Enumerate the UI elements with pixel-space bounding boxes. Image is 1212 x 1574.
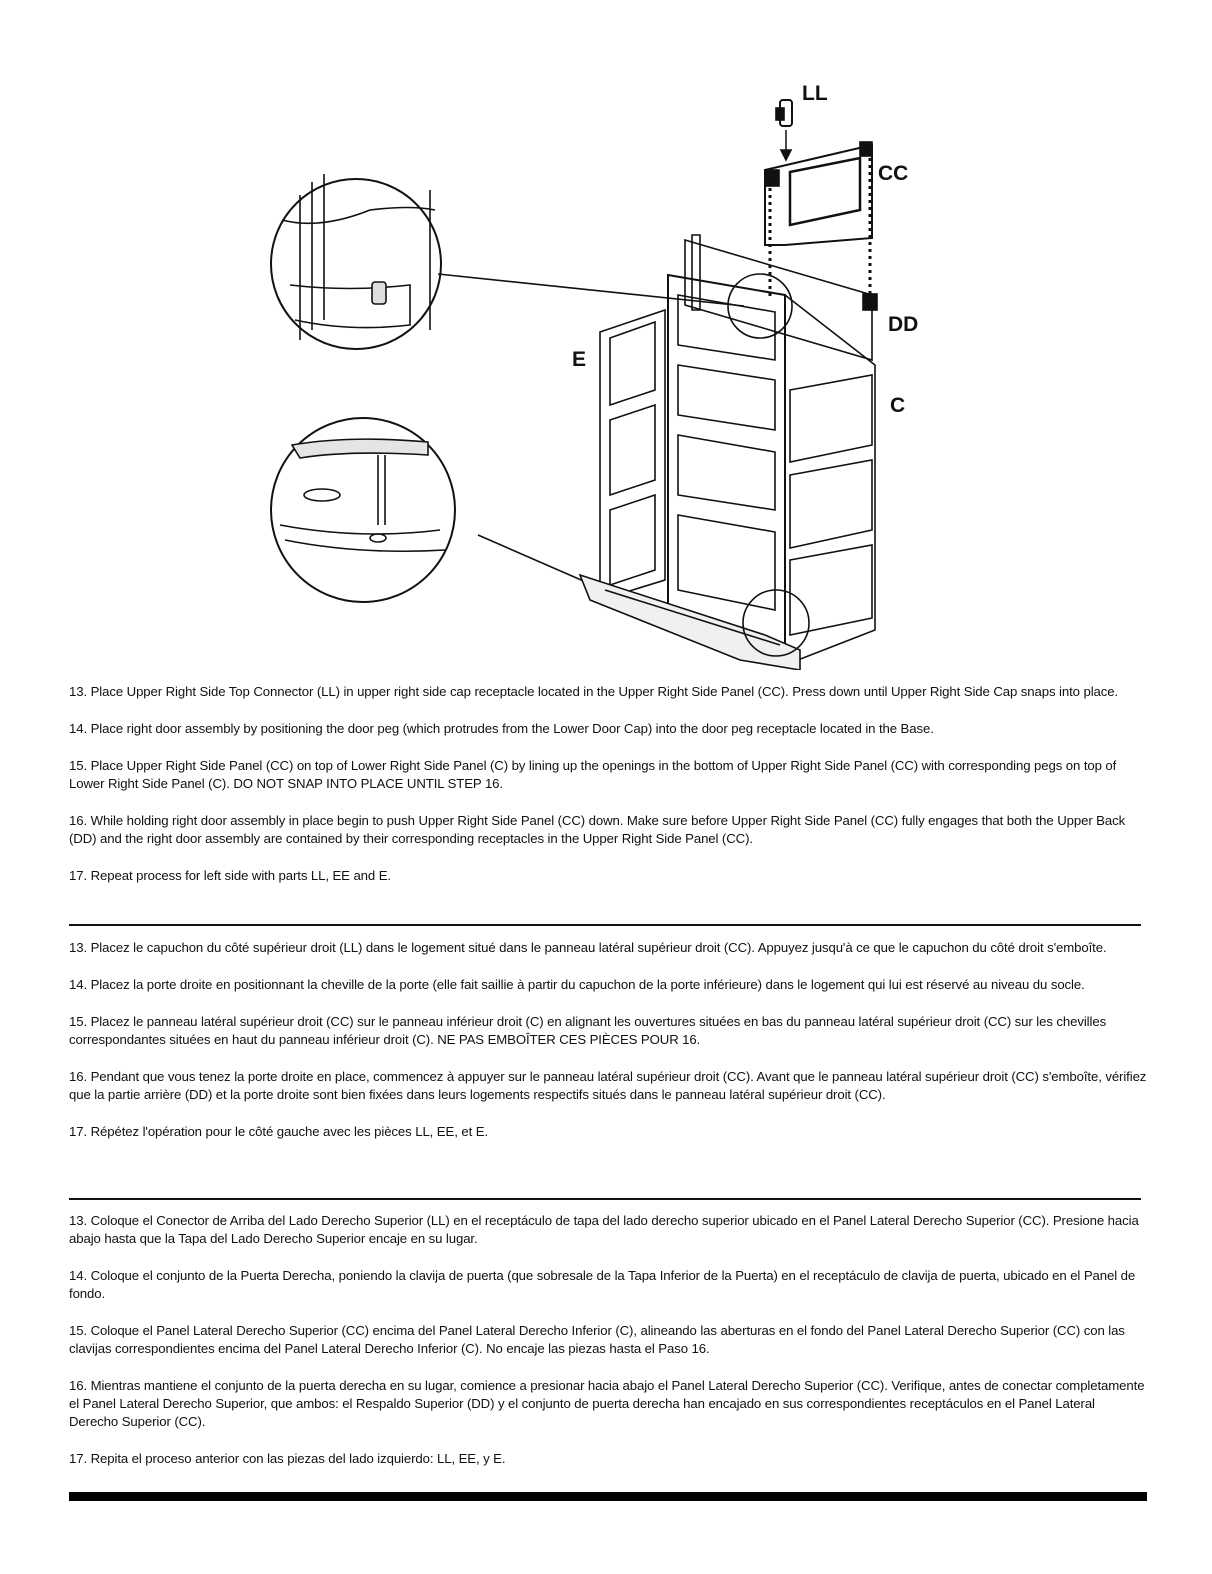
instruction-step: 17. Répétez l'opération pour le côté gauche avec les pièces LL, EE, et E.: [69, 1124, 488, 1139]
detail-circle-bottom: [271, 418, 455, 602]
english-instructions: [69, 683, 1147, 904]
label-e: E: [572, 348, 587, 371]
detail-circle-top: [271, 174, 441, 349]
instruction-step: 15. Placez le panneau latéral supérieur droit (CC) sur le panneau inférieur droit (C) en alignant les ouvertures situées en bas du panneau latéral supérieur droit (CC) sur les chevilles correspondantes situées en haut du panneau inférieur droit (C). NE PAS EMBOÎTER CES PIÈCES POUR 16.: [69, 1014, 1107, 1047]
section-divider: [69, 924, 1141, 926]
upper-right-side-panel: [765, 142, 877, 310]
instruction-step: 15. Place Upper Right Side Panel (CC) on top of Lower Right Side Panel (C) by lining up the openings in the bottom of Upper Right Side Panel (CC) with corresponding pegs on top of Lower Right Side Panel (C). DO NOT SNAP INTO PLACE UNTIL STEP 16.: [69, 758, 1117, 791]
instruction-step: 17. Repita el proceso anterior con las piezas del lado izquierdo: LL, EE, y E.: [69, 1451, 506, 1466]
instruction-step: 14. Place right door assembly by positioning the door peg (which protrudes from the Lower Door Cap) into the door peg receptacle located in the Base.: [69, 721, 934, 736]
instruction-step: 13. Coloque el Conector de Arriba del Lado Derecho Superior (LL) en el receptáculo de tapa del lado derecho superior ubicado en el Panel Lateral Derecho Superior (CC). Presione hacia abajo hasta que la Tapa del Lado Derecho Superior encaje en su lugar.: [69, 1213, 1139, 1246]
footer-bar: [69, 1492, 1147, 1501]
instruction-step: 17. Repeat process for left side with parts LL, EE and E.: [69, 868, 391, 883]
label-cc: CC: [878, 162, 909, 185]
instruction-step: 16. Mientras mantiene el conjunto de la puerta derecha en su lugar, comience a presionar hacia abajo el Panel Lateral Derecho Superior (CC). Verifique, antes de conectar completamente el Panel Lateral Derecho Superior, que ambos: el Respaldo Superior (DD) y el conjunto de puerta derecha han encajado en sus correspondientes receptáculos en el Panel Lateral Derecho Superior (CC).: [69, 1378, 1145, 1429]
french-instructions: [69, 939, 1147, 1160]
instruction-step: 13. Placez le capuchon du côté supérieur droit (LL) dans le logement situé dans le panneau latéral supérieur droit (CC). Appuyez jusqu'à ce que le capuchon du côté droit s'emboîte.: [69, 940, 1107, 955]
label-c: C: [890, 394, 906, 417]
instruction-step: 16. Pendant que vous tenez la porte droite en place, commencez à appuyer sur le panneau latéral supérieur droit (CC). Avant que le panneau latéral supérieur droit (CC) s'emboîte, vérifiez que la partie arrière (DD) et la porte droite sont bien fixées dans leurs logements respectifs situés dans le panneau latéral supérieur droit (CC).: [69, 1069, 1147, 1102]
leader-line-top: [438, 274, 744, 306]
top-connector-ll: [776, 100, 792, 160]
spanish-instructions: [69, 1212, 1147, 1487]
assembly-illustration: [260, 70, 960, 670]
instruction-step: 14. Placez la porte droite en positionnant la cheville de la porte (elle fait saillie à partir du capuchon de la porte inférieure) dans le logement qui lui est réservé au niveau du socle.: [69, 977, 1085, 992]
instruction-step: 16. While holding right door assembly in place begin to push Upper Right Side Panel (CC) down. Make sure before Upper Right Side Panel (CC) fully engages that both the Upper Back (DD) and the right door assembly are contained by their corresponding receptacles in the Upper Right Side Panel (CC).: [69, 813, 1126, 846]
instruction-step: 13. Place Upper Right Side Top Connector (LL) in upper right side cap receptacle located in the Upper Right Side Panel (CC). Press down until Upper Right Side Cap snaps into place.: [69, 684, 1119, 699]
cabinet-drawing: [580, 235, 875, 670]
section-divider: [69, 1198, 1141, 1200]
instruction-step: 14. Coloque el conjunto de la Puerta Derecha, poniendo la clavija de puerta (que sobresale de la Tapa Inferior de la Puerta) en el receptáculo de clavija de puerta, ubicado en el Panel de fondo.: [69, 1268, 1136, 1301]
label-dd: DD: [888, 313, 919, 336]
instruction-step: 15. Coloque el Panel Lateral Derecho Superior (CC) encima del Panel Lateral Derecho Inferior (C), alineando las aberturas en el fondo del Panel Lateral Derecho Superior (CC) con las clavijas correspondientes encima del Panel Lateral Derecho Inferior (C). No encaje las piezas hasta el Paso 16.: [69, 1323, 1125, 1356]
label-ll: LL: [802, 82, 828, 105]
